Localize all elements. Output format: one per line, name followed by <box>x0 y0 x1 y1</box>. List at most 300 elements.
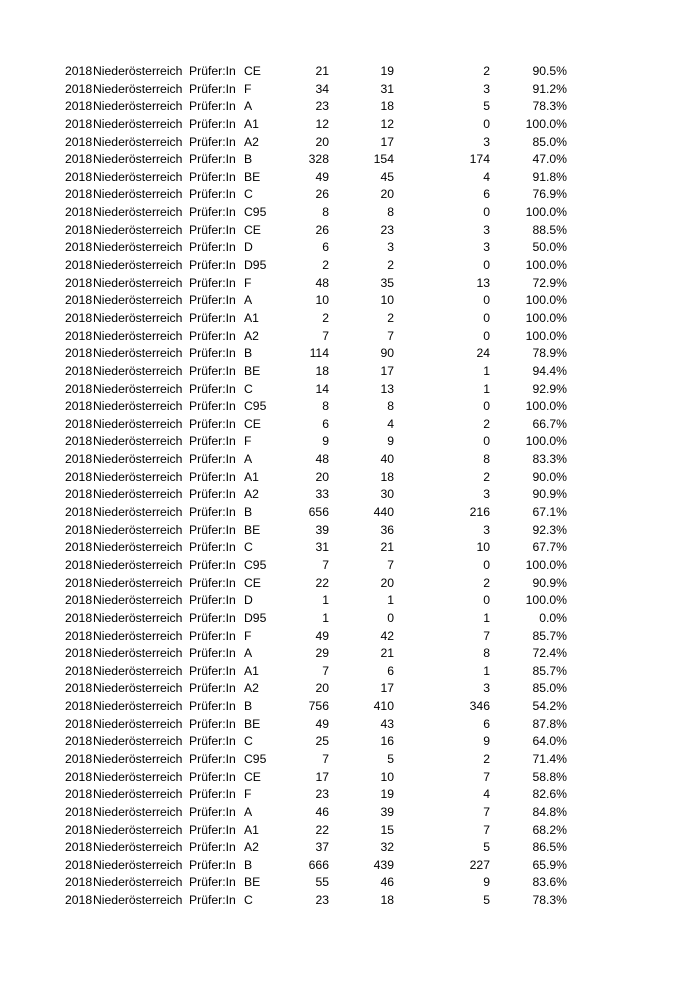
year-cell: 2018 <box>65 557 93 572</box>
role-cell: Prüfer:In <box>189 593 236 608</box>
passed-count-cell: 2 <box>387 310 394 325</box>
passed-count-cell: 1 <box>387 593 394 608</box>
region-cell: Niederösterreich <box>93 469 183 484</box>
passed-count-cell: 20 <box>380 575 394 590</box>
year-cell: 2018 <box>65 310 93 325</box>
year-cell: 2018 <box>65 134 93 149</box>
failed-count-cell: 5 <box>483 840 490 855</box>
passed-count-cell: 17 <box>380 363 394 378</box>
pass-rate-cell: 87.8% <box>532 716 567 731</box>
license-class-cell: F <box>244 81 252 96</box>
passed-count-cell: 40 <box>380 452 394 467</box>
year-cell: 2018 <box>65 152 93 167</box>
license-class-cell: F <box>244 434 252 449</box>
pass-rate-cell: 78.3% <box>532 893 567 908</box>
role-cell: Prüfer:In <box>189 81 236 96</box>
license-class-cell: C <box>244 734 253 749</box>
region-cell: Niederösterreich <box>93 663 183 678</box>
total-count-cell: 23 <box>315 893 329 908</box>
passed-count-cell: 8 <box>387 205 394 220</box>
failed-count-cell: 0 <box>483 258 490 273</box>
table-row <box>0 381 700 399</box>
table-row <box>0 592 700 610</box>
total-count-cell: 46 <box>315 804 329 819</box>
total-count-cell: 10 <box>315 293 329 308</box>
license-class-cell: BE <box>244 169 261 184</box>
license-class-cell: C95 <box>244 557 267 572</box>
license-class-cell: F <box>244 275 252 290</box>
pass-rate-cell: 100.0% <box>525 205 567 220</box>
total-count-cell: 328 <box>308 152 329 167</box>
failed-count-cell: 8 <box>483 452 490 467</box>
failed-count-cell: 227 <box>469 857 490 872</box>
table-row <box>0 222 700 240</box>
role-cell: Prüfer:In <box>189 434 236 449</box>
table-row <box>0 874 700 892</box>
pass-rate-cell: 91.2% <box>532 81 567 96</box>
license-class-cell: A2 <box>244 840 259 855</box>
table-row <box>0 751 700 769</box>
region-cell: Niederösterreich <box>93 716 183 731</box>
failed-count-cell: 13 <box>476 275 490 290</box>
year-cell: 2018 <box>65 787 93 802</box>
failed-count-cell: 5 <box>483 99 490 114</box>
year-cell: 2018 <box>65 681 93 696</box>
table-row <box>0 610 700 628</box>
total-count-cell: 14 <box>315 381 329 396</box>
pass-rate-cell: 100.0% <box>525 328 567 343</box>
total-count-cell: 8 <box>322 205 329 220</box>
total-count-cell: 34 <box>315 81 329 96</box>
passed-count-cell: 7 <box>387 557 394 572</box>
total-count-cell: 49 <box>315 169 329 184</box>
region-cell: Niederösterreich <box>93 240 183 255</box>
failed-count-cell: 2 <box>483 469 490 484</box>
year-cell: 2018 <box>65 363 93 378</box>
region-cell: Niederösterreich <box>93 381 183 396</box>
total-count-cell: 1 <box>322 610 329 625</box>
license-class-cell: CE <box>244 416 261 431</box>
passed-count-cell: 7 <box>387 328 394 343</box>
role-cell: Prüfer:In <box>189 487 236 502</box>
region-cell: Niederösterreich <box>93 328 183 343</box>
passed-count-cell: 3 <box>387 240 394 255</box>
role-cell: Prüfer:In <box>189 628 236 643</box>
table-row <box>0 204 700 222</box>
role-cell: Prüfer:In <box>189 328 236 343</box>
role-cell: Prüfer:In <box>189 646 236 661</box>
role-cell: Prüfer:In <box>189 751 236 766</box>
total-count-cell: 20 <box>315 469 329 484</box>
failed-count-cell: 7 <box>483 822 490 837</box>
license-class-cell: CE <box>244 769 261 784</box>
table-row <box>0 575 700 593</box>
passed-count-cell: 16 <box>380 734 394 749</box>
failed-count-cell: 6 <box>483 716 490 731</box>
table-row <box>0 804 700 822</box>
region-cell: Niederösterreich <box>93 275 183 290</box>
total-count-cell: 2 <box>322 310 329 325</box>
year-cell: 2018 <box>65 840 93 855</box>
year-cell: 2018 <box>65 734 93 749</box>
year-cell: 2018 <box>65 699 93 714</box>
license-class-cell: F <box>244 628 252 643</box>
passed-count-cell: 18 <box>380 99 394 114</box>
year-cell: 2018 <box>65 822 93 837</box>
role-cell: Prüfer:In <box>189 557 236 572</box>
license-class-cell: B <box>244 505 253 520</box>
failed-count-cell: 4 <box>483 169 490 184</box>
passed-count-cell: 23 <box>380 222 394 237</box>
passed-count-cell: 18 <box>380 469 394 484</box>
role-cell: Prüfer:In <box>189 240 236 255</box>
license-class-cell: A1 <box>244 310 259 325</box>
failed-count-cell: 3 <box>483 134 490 149</box>
total-count-cell: 26 <box>315 187 329 202</box>
year-cell: 2018 <box>65 610 93 625</box>
passed-count-cell: 35 <box>380 275 394 290</box>
total-count-cell: 49 <box>315 628 329 643</box>
year-cell: 2018 <box>65 64 93 78</box>
role-cell: Prüfer:In <box>189 293 236 308</box>
license-class-cell: C <box>244 381 253 396</box>
year-cell: 2018 <box>65 275 93 290</box>
table-row <box>0 522 700 540</box>
region-cell: Niederösterreich <box>93 540 183 555</box>
passed-count-cell: 20 <box>380 187 394 202</box>
pass-rate-cell: 65.9% <box>532 857 567 872</box>
license-class-cell: D95 <box>244 258 267 273</box>
total-count-cell: 656 <box>308 505 329 520</box>
pass-rate-cell: 100.0% <box>525 399 567 414</box>
year-cell: 2018 <box>65 469 93 484</box>
table-row <box>0 557 700 575</box>
region-cell: Niederösterreich <box>93 822 183 837</box>
role-cell: Prüfer:In <box>189 134 236 149</box>
license-class-cell: A2 <box>244 328 259 343</box>
pass-rate-cell: 58.8% <box>532 769 567 784</box>
table-row <box>0 539 700 557</box>
year-cell: 2018 <box>65 81 93 96</box>
role-cell: Prüfer:In <box>189 522 236 537</box>
data-table <box>0 63 700 910</box>
failed-count-cell: 0 <box>483 293 490 308</box>
table-row <box>0 716 700 734</box>
role-cell: Prüfer:In <box>189 575 236 590</box>
passed-count-cell: 6 <box>387 663 394 678</box>
passed-count-cell: 17 <box>380 681 394 696</box>
region-cell: Niederösterreich <box>93 646 183 661</box>
failed-count-cell: 346 <box>469 699 490 714</box>
passed-count-cell: 19 <box>380 787 394 802</box>
role-cell: Prüfer:In <box>189 681 236 696</box>
license-class-cell: A1 <box>244 116 259 131</box>
failed-count-cell: 9 <box>483 875 490 890</box>
table-row <box>0 839 700 857</box>
table-row <box>0 292 700 310</box>
year-cell: 2018 <box>65 804 93 819</box>
pass-rate-cell: 100.0% <box>525 258 567 273</box>
total-count-cell: 1 <box>322 593 329 608</box>
license-class-cell: BE <box>244 875 261 890</box>
failed-count-cell: 7 <box>483 628 490 643</box>
region-cell: Niederösterreich <box>93 169 183 184</box>
role-cell: Prüfer:In <box>189 346 236 361</box>
region-cell: Niederösterreich <box>93 64 183 78</box>
role-cell: Prüfer:In <box>189 857 236 872</box>
license-class-cell: CE <box>244 222 261 237</box>
failed-count-cell: 1 <box>483 663 490 678</box>
region-cell: Niederösterreich <box>93 681 183 696</box>
total-count-cell: 18 <box>315 363 329 378</box>
passed-count-cell: 410 <box>373 699 394 714</box>
year-cell: 2018 <box>65 646 93 661</box>
license-class-cell: A1 <box>244 469 259 484</box>
pass-rate-cell: 78.3% <box>532 99 567 114</box>
region-cell: Niederösterreich <box>93 293 183 308</box>
pass-rate-cell: 100.0% <box>525 434 567 449</box>
passed-count-cell: 45 <box>380 169 394 184</box>
table-row <box>0 504 700 522</box>
pass-rate-cell: 92.3% <box>532 522 567 537</box>
region-cell: Niederösterreich <box>93 628 183 643</box>
passed-count-cell: 21 <box>380 540 394 555</box>
region-cell: Niederösterreich <box>93 416 183 431</box>
failed-count-cell: 0 <box>483 328 490 343</box>
passed-count-cell: 15 <box>380 822 394 837</box>
year-cell: 2018 <box>65 751 93 766</box>
total-count-cell: 23 <box>315 787 329 802</box>
pass-rate-cell: 67.1% <box>532 505 567 520</box>
license-class-cell: BE <box>244 363 261 378</box>
role-cell: Prüfer:In <box>189 399 236 414</box>
failed-count-cell: 7 <box>483 804 490 819</box>
year-cell: 2018 <box>65 399 93 414</box>
role-cell: Prüfer:In <box>189 840 236 855</box>
failed-count-cell: 1 <box>483 381 490 396</box>
total-count-cell: 20 <box>315 681 329 696</box>
role-cell: Prüfer:In <box>189 469 236 484</box>
role-cell: Prüfer:In <box>189 699 236 714</box>
failed-count-cell: 3 <box>483 240 490 255</box>
pass-rate-cell: 100.0% <box>525 310 567 325</box>
pass-rate-cell: 72.9% <box>532 275 567 290</box>
license-class-cell: CE <box>244 575 261 590</box>
table-row <box>0 769 700 787</box>
pass-rate-cell: 92.9% <box>532 381 567 396</box>
table-row <box>0 733 700 751</box>
role-cell: Prüfer:In <box>189 381 236 396</box>
table-row <box>0 328 700 346</box>
table-row <box>0 822 700 840</box>
total-count-cell: 48 <box>315 275 329 290</box>
table-row <box>0 698 700 716</box>
license-class-cell: BE <box>244 716 261 731</box>
pass-rate-cell: 66.7% <box>532 416 567 431</box>
failed-count-cell: 2 <box>483 416 490 431</box>
region-cell: Niederösterreich <box>93 99 183 114</box>
region-cell: Niederösterreich <box>93 258 183 273</box>
year-cell: 2018 <box>65 875 93 890</box>
total-count-cell: 33 <box>315 487 329 502</box>
role-cell: Prüfer:In <box>189 540 236 555</box>
failed-count-cell: 5 <box>483 893 490 908</box>
passed-count-cell: 90 <box>380 346 394 361</box>
role-cell: Prüfer:In <box>189 663 236 678</box>
pass-rate-cell: 100.0% <box>525 557 567 572</box>
passed-count-cell: 439 <box>373 857 394 872</box>
table-row <box>0 169 700 187</box>
table-row <box>0 116 700 134</box>
table-row <box>0 310 700 328</box>
pass-rate-cell: 85.7% <box>532 663 567 678</box>
total-count-cell: 2 <box>322 258 329 273</box>
role-cell: Prüfer:In <box>189 804 236 819</box>
total-count-cell: 7 <box>322 328 329 343</box>
region-cell: Niederösterreich <box>93 734 183 749</box>
table-row <box>0 398 700 416</box>
region-cell: Niederösterreich <box>93 187 183 202</box>
license-class-cell: A2 <box>244 681 259 696</box>
year-cell: 2018 <box>65 522 93 537</box>
region-cell: Niederösterreich <box>93 205 183 220</box>
passed-count-cell: 39 <box>380 804 394 819</box>
total-count-cell: 6 <box>322 240 329 255</box>
role-cell: Prüfer:In <box>189 505 236 520</box>
license-class-cell: A2 <box>244 487 259 502</box>
table-row <box>0 186 700 204</box>
table-row <box>0 786 700 804</box>
role-cell: Prüfer:In <box>189 787 236 802</box>
region-cell: Niederösterreich <box>93 152 183 167</box>
table-row <box>0 63 700 81</box>
year-cell: 2018 <box>65 628 93 643</box>
table-row <box>0 680 700 698</box>
year-cell: 2018 <box>65 240 93 255</box>
table-row <box>0 469 700 487</box>
passed-count-cell: 17 <box>380 134 394 149</box>
region-cell: Niederösterreich <box>93 134 183 149</box>
license-class-cell: C95 <box>244 205 267 220</box>
failed-count-cell: 9 <box>483 734 490 749</box>
table-row <box>0 663 700 681</box>
table-row <box>0 363 700 381</box>
role-cell: Prüfer:In <box>189 822 236 837</box>
pass-rate-cell: 100.0% <box>525 116 567 131</box>
total-count-cell: 37 <box>315 840 329 855</box>
license-class-cell: D <box>244 593 253 608</box>
total-count-cell: 7 <box>322 663 329 678</box>
pass-rate-cell: 85.0% <box>532 134 567 149</box>
license-class-cell: C <box>244 187 253 202</box>
pass-rate-cell: 90.0% <box>532 469 567 484</box>
pass-rate-cell: 64.0% <box>532 734 567 749</box>
failed-count-cell: 3 <box>483 487 490 502</box>
license-class-cell: B <box>244 152 253 167</box>
role-cell: Prüfer:In <box>189 99 236 114</box>
pass-rate-cell: 94.4% <box>532 363 567 378</box>
license-class-cell: BE <box>244 522 261 537</box>
license-class-cell: CE <box>244 64 261 78</box>
total-count-cell: 6 <box>322 416 329 431</box>
pass-rate-cell: 47.0% <box>532 152 567 167</box>
passed-count-cell: 9 <box>387 434 394 449</box>
failed-count-cell: 4 <box>483 787 490 802</box>
pass-rate-cell: 91.8% <box>532 169 567 184</box>
year-cell: 2018 <box>65 222 93 237</box>
year-cell: 2018 <box>65 505 93 520</box>
license-class-cell: B <box>244 346 253 361</box>
failed-count-cell: 0 <box>483 310 490 325</box>
role-cell: Prüfer:In <box>189 893 236 908</box>
role-cell: Prüfer:In <box>189 716 236 731</box>
total-count-cell: 55 <box>315 875 329 890</box>
role-cell: Prüfer:In <box>189 205 236 220</box>
role-cell: Prüfer:In <box>189 875 236 890</box>
year-cell: 2018 <box>65 593 93 608</box>
license-class-cell: A1 <box>244 822 259 837</box>
role-cell: Prüfer:In <box>189 116 236 131</box>
region-cell: Niederösterreich <box>93 593 183 608</box>
pass-rate-cell: 72.4% <box>532 646 567 661</box>
table-row <box>0 345 700 363</box>
passed-count-cell: 21 <box>380 646 394 661</box>
pass-rate-cell: 50.0% <box>532 240 567 255</box>
passed-count-cell: 36 <box>380 522 394 537</box>
table-row <box>0 239 700 257</box>
total-count-cell: 666 <box>308 857 329 872</box>
table-row <box>0 628 700 646</box>
failed-count-cell: 3 <box>483 81 490 96</box>
total-count-cell: 12 <box>315 116 329 131</box>
passed-count-cell: 18 <box>380 893 394 908</box>
year-cell: 2018 <box>65 434 93 449</box>
license-class-cell: A <box>244 804 253 819</box>
region-cell: Niederösterreich <box>93 505 183 520</box>
region-cell: Niederösterreich <box>93 310 183 325</box>
passed-count-cell: 5 <box>387 751 394 766</box>
failed-count-cell: 0 <box>483 116 490 131</box>
total-count-cell: 48 <box>315 452 329 467</box>
failed-count-cell: 6 <box>483 187 490 202</box>
failed-count-cell: 174 <box>469 152 490 167</box>
pass-rate-cell: 100.0% <box>525 593 567 608</box>
passed-count-cell: 46 <box>380 875 394 890</box>
total-count-cell: 29 <box>315 646 329 661</box>
region-cell: Niederösterreich <box>93 522 183 537</box>
year-cell: 2018 <box>65 663 93 678</box>
region-cell: Niederösterreich <box>93 116 183 131</box>
passed-count-cell: 154 <box>373 152 394 167</box>
pass-rate-cell: 76.9% <box>532 187 567 202</box>
license-class-cell: C95 <box>244 751 267 766</box>
table-row <box>0 451 700 469</box>
year-cell: 2018 <box>65 169 93 184</box>
region-cell: Niederösterreich <box>93 699 183 714</box>
pass-rate-cell: 78.9% <box>532 346 567 361</box>
region-cell: Niederösterreich <box>93 610 183 625</box>
region-cell: Niederösterreich <box>93 434 183 449</box>
year-cell: 2018 <box>65 769 93 784</box>
pass-rate-cell: 71.4% <box>532 751 567 766</box>
role-cell: Prüfer:In <box>189 64 236 78</box>
year-cell: 2018 <box>65 716 93 731</box>
license-class-cell: D <box>244 240 253 255</box>
license-class-cell: A <box>244 646 253 661</box>
table-row <box>0 134 700 152</box>
pass-rate-cell: 88.5% <box>532 222 567 237</box>
failed-count-cell: 8 <box>483 646 490 661</box>
